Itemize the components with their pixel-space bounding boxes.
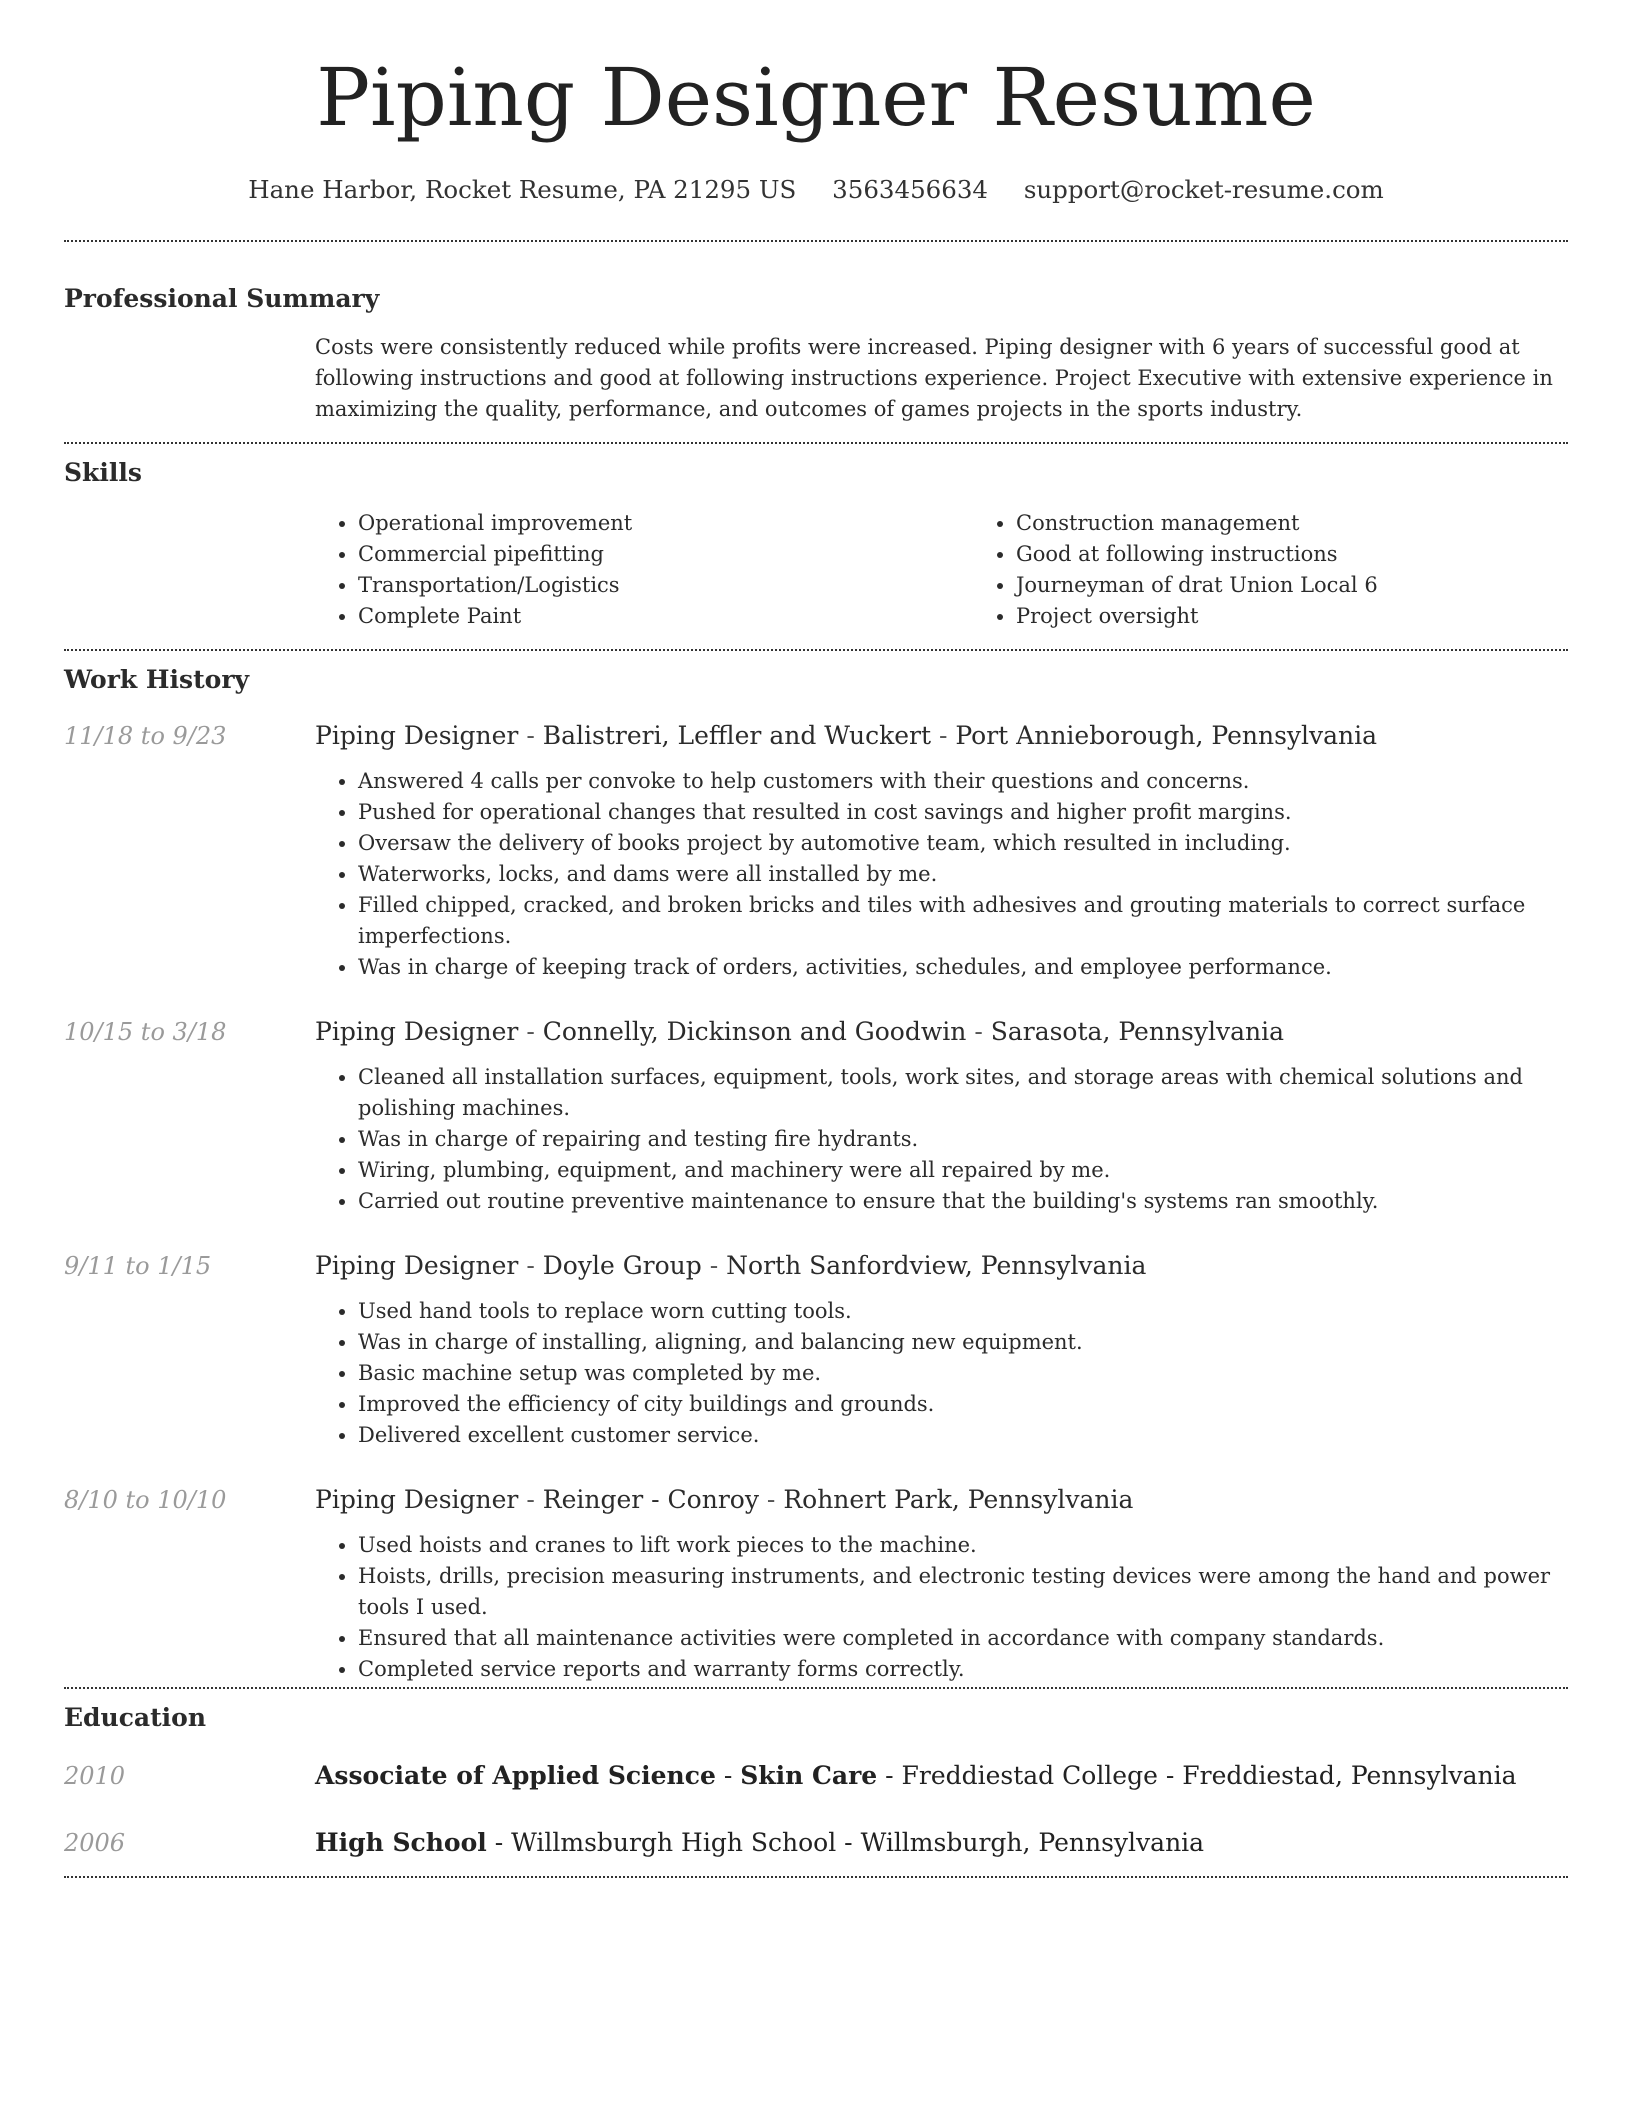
education-line: High School - Willmsburgh High School - Willmsburgh, Pennsylvania [315, 1828, 1205, 1857]
job-company: Doyle Group [542, 1251, 702, 1280]
job-title-line: Piping Designer - Connelly, Dickinson and Goodwin - Sarasota, Pennsylvania [315, 1017, 1285, 1046]
job-bullet: • Was in charge of keeping track of orders, activities, schedules, and employee performance. [358, 952, 1568, 983]
contact-email: support@rocket-resume.com [1023, 175, 1384, 204]
job-bullets [315, 1530, 1568, 1685]
section-heading-education: Education [64, 1703, 207, 1732]
job-bullet: • Ensured that all maintenance activities were completed in accordance with company standards. [358, 1623, 1568, 1654]
job-bullet: • Filled chipped, cracked, and broken bricks and tiles with adhesives and grouting materials to correct surface imperfections. [358, 890, 1568, 952]
job-bullet: • Hoists, drills, precision measuring instruments, and electronic testing devices were among the hand and power tools I used. [358, 1561, 1568, 1623]
job-bullet: • Used hoists and cranes to lift work pieces to the machine. [358, 1530, 1568, 1561]
job-bullet: • Was in charge of installing, aligning, and balancing new equipment. [358, 1327, 1568, 1358]
job-title-line: Piping Designer - Reinger - Conroy - Rohnert Park, Pennsylvania [315, 1485, 1134, 1514]
job-entry [64, 719, 1568, 983]
resume-header [64, 0, 1568, 208]
education-entry [64, 1826, 1568, 1860]
skills-list-left [315, 508, 973, 632]
skills-section [64, 444, 1568, 632]
job-bullet: • Delivered excellent customer service. [358, 1420, 1568, 1451]
job-bullet: • Was in charge of repairing and testing fire hydrants. [358, 1124, 1568, 1155]
job-bullet: • Pushed for operational changes that resulted in cost savings and higher profit margins. [358, 797, 1568, 828]
skills-list-right [973, 508, 1631, 632]
job-bullets [315, 1062, 1568, 1217]
section-heading-summary: Professional Summary [64, 284, 380, 313]
section-heading-work-history: Work History [64, 665, 250, 694]
education-degree: High School [315, 1828, 487, 1857]
education-line: Associate of Applied Science - Skin Care - Freddiestad College - Freddiestad, Pennsylvania [315, 1761, 1517, 1790]
job-bullet: • Answered 4 calls per convoke to help customers with their questions and concerns. [358, 766, 1568, 797]
job-location: Port Annieborough, Pennsylvania [955, 721, 1378, 750]
job-bullets [315, 1296, 1568, 1451]
job-entry [64, 1249, 1568, 1451]
section-heading-skills: Skills [64, 458, 142, 487]
education-location: Freddiestad, Pennsylvania [1182, 1761, 1517, 1790]
job-bullet: • Wiring, plumbing, equipment, and machinery were all repaired by me. [358, 1155, 1568, 1186]
job-bullet: • Completed service reports and warranty forms correctly. [358, 1654, 1568, 1685]
job-bullet: • Oversaw the delivery of books project by automotive team, which resulted in including. [358, 828, 1568, 859]
job-bullet: • Basic machine setup was completed by me. [358, 1358, 1568, 1389]
job-dates: 10/15 to 3/18 [64, 1018, 227, 1046]
job-title: Piping Designer [315, 1251, 519, 1280]
education-school: Freddiestad College [901, 1761, 1158, 1790]
job-dates: 8/10 to 10/10 [64, 1486, 227, 1514]
job-dates: 9/11 to 1/15 [64, 1252, 212, 1280]
skill-item: • Project oversight [1016, 601, 1631, 632]
job-location: North Sanfordview, Pennsylvania [726, 1251, 1147, 1280]
skill-item: • Journeyman of drat Union Local 6 [1016, 570, 1631, 601]
skill-item: • Commercial pipefitting [358, 539, 973, 570]
contact-line [64, 172, 1568, 208]
job-company: Connelly, Dickinson and Goodwin [542, 1017, 967, 1046]
job-bullets [315, 766, 1568, 983]
job-title-line: Piping Designer - Doyle Group - North Sanfordview, Pennsylvania [315, 1251, 1147, 1280]
job-company: Reinger - Conroy [542, 1485, 759, 1514]
skill-item: • Construction management [1016, 508, 1631, 539]
education-field: Skin Care [740, 1761, 878, 1790]
skill-item: • Operational improvement [358, 508, 973, 539]
contact-phone: 3563456634 [832, 175, 989, 204]
job-bullet: • Improved the efficiency of city buildings and grounds. [358, 1389, 1568, 1420]
skill-item: • Transportation/Logistics [358, 570, 973, 601]
job-location: Sarasota, Pennsylvania [990, 1017, 1285, 1046]
divider [64, 1876, 1568, 1878]
summary-text: Costs were consistently reduced while profits were increased. Piping designer with 6 years of successful good at following instructions and good at following instructions experience. Project Executive with extensive experience in maximizing the quality, performance, and outcomes of games projects in the sports industry. [315, 335, 1553, 421]
job-title-line: Piping Designer - Balistreri, Leffler and Wuckert - Port Annieborough, Pennsylvania [315, 721, 1378, 750]
education-entry [64, 1759, 1568, 1793]
job-bullet: • Used hand tools to replace worn cutting tools. [358, 1296, 1568, 1327]
job-dates: 11/18 to 9/23 [64, 722, 227, 750]
job-bullet: • Cleaned all installation surfaces, equipment, tools, work sites, and storage areas with chemical solutions and polishing machines. [358, 1062, 1568, 1124]
job-title: Piping Designer [315, 721, 519, 750]
job-title: Piping Designer [315, 1017, 519, 1046]
contact-address: Hane Harbor, Rocket Resume, PA 21295 US [248, 175, 797, 204]
education-section [64, 1689, 1568, 1860]
skill-item: • Good at following instructions [1016, 539, 1631, 570]
job-bullet: • Carried out routine preventive maintenance to ensure that the building's systems ran smoothly. [358, 1186, 1568, 1217]
education-location: Willmsburgh, Pennsylvania [860, 1828, 1205, 1857]
education-year: 2010 [64, 1762, 126, 1790]
job-bullet: • Waterworks, locks, and dams were all installed by me. [358, 859, 1568, 890]
job-title: Piping Designer [315, 1485, 519, 1514]
education-degree: Associate of Applied Science [315, 1761, 716, 1790]
page-title: Piping Designer Resume [316, 51, 1316, 144]
job-entry [64, 1483, 1568, 1685]
job-company: Balistreri, Leffler and Wuckert [542, 721, 932, 750]
education-school: Willmsburgh High School [511, 1828, 837, 1857]
skill-item: • Complete Paint [358, 601, 973, 632]
summary-section [64, 242, 1568, 425]
job-entry [64, 1015, 1568, 1217]
job-location: Rohnert Park, Pennsylvania [783, 1485, 1134, 1514]
work-history-section [64, 651, 1568, 1685]
education-year: 2006 [64, 1829, 126, 1857]
